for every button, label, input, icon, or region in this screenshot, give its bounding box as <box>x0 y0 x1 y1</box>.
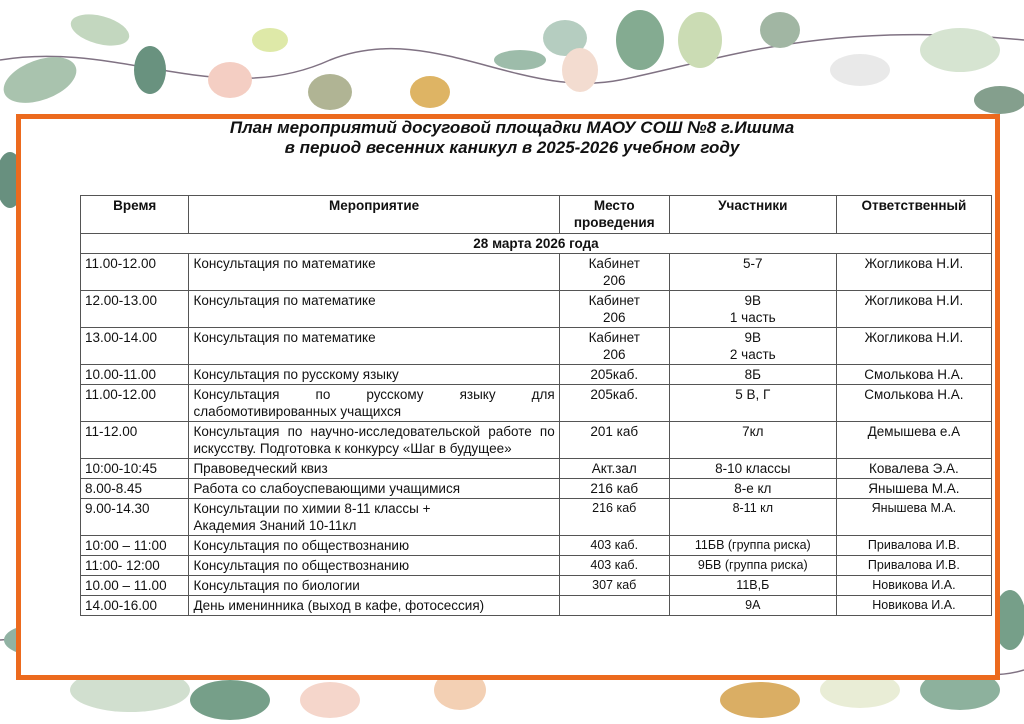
cell-place: 205каб. <box>559 365 669 385</box>
cell-event: День именинника (выход в кафе, фотосессия) <box>189 596 559 616</box>
cell-responsible: Демышева е.А <box>836 422 991 459</box>
cell-event: Консультация по биологии <box>189 576 559 596</box>
table-row <box>81 254 992 291</box>
cell-time: 8.00-8.45 <box>81 479 189 499</box>
cell-place: Акт.зал <box>559 459 669 479</box>
cell-responsible: Новикова И.А. <box>836 596 991 616</box>
cell-time: 11:00- 12:00 <box>81 556 189 576</box>
cell-time: 10.00-11.00 <box>81 365 189 385</box>
cell-responsible: Янышева М.А. <box>836 499 991 536</box>
table-row <box>81 576 992 596</box>
title-line-2: в период весенних каникул в 2025-2026 учебном году <box>284 138 740 157</box>
cell-responsible: Янышева М.А. <box>836 479 991 499</box>
cell-participants: 8-е кл <box>669 479 836 499</box>
cell-responsible: Новикова И.А. <box>836 576 991 596</box>
table-row <box>81 459 992 479</box>
cell-place: Кабинет 206 <box>559 254 669 291</box>
cell-time: 10:00-10:45 <box>81 459 189 479</box>
cell-event: Консультация по математике <box>189 291 559 328</box>
table-row <box>81 385 992 422</box>
header-time: Время <box>81 196 189 234</box>
cell-responsible: Ковалева Э.А. <box>836 459 991 479</box>
cell-time: 9.00-14.30 <box>81 499 189 536</box>
cell-event: Консультация по русскому языку <box>189 365 559 385</box>
cell-participants: 9А <box>669 596 836 616</box>
cell-time: 13.00-14.00 <box>81 328 189 365</box>
header-responsible: Ответственный <box>836 196 991 234</box>
table-row <box>81 499 992 536</box>
table-row <box>81 291 992 328</box>
cell-event: Консультации по химии 8-11 классы + Академия Знаний 10-11кл <box>189 499 559 536</box>
cell-place: Кабинет 206 <box>559 291 669 328</box>
page-title <box>0 118 1024 158</box>
cell-responsible: Жогликова Н.И. <box>836 328 991 365</box>
events-table <box>80 195 992 616</box>
cell-place: Кабинет 206 <box>559 328 669 365</box>
header-place: Место проведения <box>559 196 669 234</box>
table-row <box>81 556 992 576</box>
cell-responsible: Жогликова Н.И. <box>836 254 991 291</box>
cell-responsible: Смолькова Н.А. <box>836 365 991 385</box>
header-event: Мероприятие <box>189 196 559 234</box>
table-row <box>81 536 992 556</box>
cell-participants: 9БВ (группа риска) <box>669 556 836 576</box>
cell-time: 10:00 – 11:00 <box>81 536 189 556</box>
cell-time: 10.00 – 11.00 <box>81 576 189 596</box>
cell-event: Консультация по математике <box>189 328 559 365</box>
date-cell: 28 марта 2026 года <box>81 234 992 254</box>
cell-place: 307 каб <box>559 576 669 596</box>
cell-event: Работа со слабоуспевающими учащимися <box>189 479 559 499</box>
cell-participants: 9В 2 часть <box>669 328 836 365</box>
cell-responsible: Смолькова Н.А. <box>836 385 991 422</box>
cell-responsible: Жогликова Н.И. <box>836 291 991 328</box>
cell-time: 11.00-12.00 <box>81 254 189 291</box>
cell-place: 205каб. <box>559 385 669 422</box>
cell-participants: 7кл <box>669 422 836 459</box>
cell-time: 11.00-12.00 <box>81 385 189 422</box>
cell-place: 403 каб. <box>559 536 669 556</box>
cell-participants: 5 В, Г <box>669 385 836 422</box>
table-row <box>81 328 992 365</box>
cell-event: Консультация по русскому языку для слабомотивированных учащихся <box>189 385 559 422</box>
header-participants: Участники <box>669 196 836 234</box>
cell-time: 11-12.00 <box>81 422 189 459</box>
cell-participants: 11В,Б <box>669 576 836 596</box>
cell-place: 216 каб <box>559 499 669 536</box>
cell-responsible: Привалова И.В. <box>836 536 991 556</box>
title-line-1: План мероприятий досуговой площадки МАОУ СОШ №8 г.Ишима <box>229 118 795 137</box>
cell-event: Консультация по обществознанию <box>189 536 559 556</box>
cell-event: Правоведческий квиз <box>189 459 559 479</box>
table-header-row <box>81 196 992 234</box>
cell-event: Консультация по обществознанию <box>189 556 559 576</box>
cell-event: Консультация по научно-исследовательской работе по искусству. Подготовка к конкурсу «Шаг в будущее» <box>189 422 559 459</box>
table-row <box>81 365 992 385</box>
cell-participants: 8Б <box>669 365 836 385</box>
cell-participants: 11БВ (группа риска) <box>669 536 836 556</box>
date-row <box>81 234 992 254</box>
table-row <box>81 479 992 499</box>
cell-place: 201 каб <box>559 422 669 459</box>
table-row <box>81 596 992 616</box>
cell-place: 216 каб <box>559 479 669 499</box>
cell-place: 403 каб. <box>559 556 669 576</box>
cell-time: 12.00-13.00 <box>81 291 189 328</box>
cell-time: 14.00-16.00 <box>81 596 189 616</box>
cell-event: Консультация по математике <box>189 254 559 291</box>
cell-responsible: Привалова И.В. <box>836 556 991 576</box>
cell-participants: 8-11 кл <box>669 499 836 536</box>
cell-participants: 5-7 <box>669 254 836 291</box>
cell-participants: 9В 1 часть <box>669 291 836 328</box>
cell-participants: 8-10 классы <box>669 459 836 479</box>
table-row <box>81 422 992 459</box>
cell-place <box>559 596 669 616</box>
